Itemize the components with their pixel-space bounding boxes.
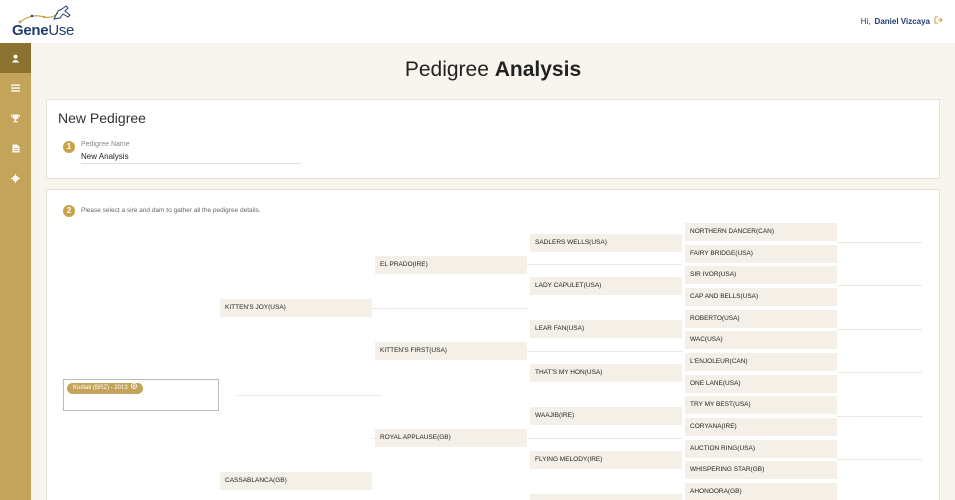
- pedigree-ancestor[interactable]: CAP AND BELLS(USA): [685, 288, 837, 306]
- sidebar-item-list[interactable]: [0, 73, 31, 103]
- pedigree-ancestor[interactable]: AUCTION RING(USA): [685, 440, 837, 458]
- sidebar-item-documents[interactable]: [0, 133, 31, 163]
- new-pedigree-heading: New Pedigree: [58, 110, 146, 126]
- pedigree-great-grandparent[interactable]: SADLERS WELLS(USA): [530, 234, 682, 252]
- selected-horse-chip[interactable]: [67, 383, 143, 394]
- pedigree-great-grandparent[interactable]: WAAJIB(IRE): [530, 407, 682, 425]
- logo-text-gene: Gene: [12, 22, 49, 39]
- pedigree-grandparent[interactable]: KITTEN'S FIRST(USA): [375, 342, 527, 360]
- tree-connector: [372, 308, 527, 309]
- sidebar-item-trophy[interactable]: [0, 103, 31, 133]
- page-title-light: Pedigree: [404, 58, 489, 81]
- tree-connector: [837, 372, 922, 373]
- pedigree-ancestor[interactable]: CORYANA(IRE): [685, 418, 837, 436]
- pedigree-ancestor[interactable]: WHISPERING STAR(GB): [685, 461, 837, 479]
- top-header: [0, 0, 955, 43]
- remove-chip-icon[interactable]: [131, 383, 137, 394]
- tree-connector: [837, 416, 922, 417]
- user-menu: [861, 16, 943, 26]
- user-icon: [11, 54, 20, 63]
- pedigree-dam[interactable]: CASSABLANCA(GB): [220, 472, 372, 490]
- pedigree-great-grandparent[interactable]: LADY CAPULET(USA): [530, 277, 682, 295]
- pedigree-tree-card: [46, 189, 940, 500]
- page-title: [46, 58, 940, 82]
- pedigree-ancestor[interactable]: SIR IVOR(USA): [685, 266, 837, 284]
- pedigree-ancestor[interactable]: ROBERTO(USA): [685, 310, 837, 328]
- step-1-badge: 1: [63, 141, 75, 153]
- tree-connector: [527, 438, 682, 439]
- pedigree-great-grandparent[interactable]: LEAR FAN(USA): [530, 320, 682, 338]
- pedigree-ancestor[interactable]: NORTHERN DANCER(CAN): [685, 223, 837, 241]
- geneuse-logo[interactable]: [12, 5, 74, 39]
- sidebar-item-settings[interactable]: [0, 163, 31, 193]
- tree-connector: [527, 264, 682, 265]
- pedigree-name-input[interactable]: New Analysis: [81, 152, 301, 164]
- new-pedigree-card: [46, 99, 940, 179]
- sidebar: [0, 43, 31, 500]
- logo-text-use: Use: [48, 22, 75, 39]
- pedigree-great-grandparent[interactable]: [530, 494, 682, 500]
- tree-connector: [237, 395, 382, 396]
- greeting-text: Hi,: [860, 16, 871, 26]
- pedigree-ancestor[interactable]: FAIRY BRIDGE(USA): [685, 245, 837, 263]
- document-icon: [12, 144, 20, 153]
- pedigree-ancestor[interactable]: WAC(USA): [685, 331, 837, 349]
- list-icon: [11, 84, 20, 92]
- pedigree-ancestor[interactable]: ONE LANE(USA): [685, 375, 837, 393]
- user-name-link[interactable]: Daniel Vizcaya: [874, 16, 930, 26]
- pedigree-ancestor[interactable]: TRY MY BEST(USA): [685, 396, 837, 414]
- pedigree-great-grandparent[interactable]: THAT'S MY HON(USA): [530, 364, 682, 382]
- step-2-badge: 2: [63, 205, 75, 217]
- sidebar-item-profile[interactable]: [0, 43, 31, 73]
- logout-icon[interactable]: [934, 16, 943, 26]
- pedigree-name-label: Pedigree Name: [81, 141, 130, 148]
- tree-connector: [837, 459, 922, 460]
- pedigree-ancestor[interactable]: L'ENJOLEUR(CAN): [685, 353, 837, 371]
- pedigree-grandparent[interactable]: EL PRADO(IRE): [375, 256, 527, 274]
- gear-icon: [11, 174, 20, 183]
- pedigree-hint-text: Please select a sire and dam to gather all the pedigree details.: [81, 207, 261, 214]
- trophy-icon: [11, 114, 20, 123]
- tree-connector: [527, 351, 682, 352]
- pedigree-grandparent[interactable]: ROYAL APPLAUSE(GB): [375, 429, 527, 447]
- tree-connector: [837, 285, 922, 286]
- subject-horse-selector[interactable]: [63, 379, 219, 411]
- pedigree-sire[interactable]: KITTEN'S JOY(USA): [220, 299, 372, 317]
- pedigree-ancestor[interactable]: AHONOORA(GB): [685, 483, 837, 500]
- tree-connector: [837, 242, 922, 243]
- tree-connector: [837, 329, 922, 330]
- selected-horse-label: Kodiak (BRZ) - 2013: [73, 385, 128, 391]
- pedigree-great-grandparent[interactable]: FLYING MELODY(IRE): [530, 451, 682, 469]
- page-title-bold: Analysis: [494, 58, 582, 81]
